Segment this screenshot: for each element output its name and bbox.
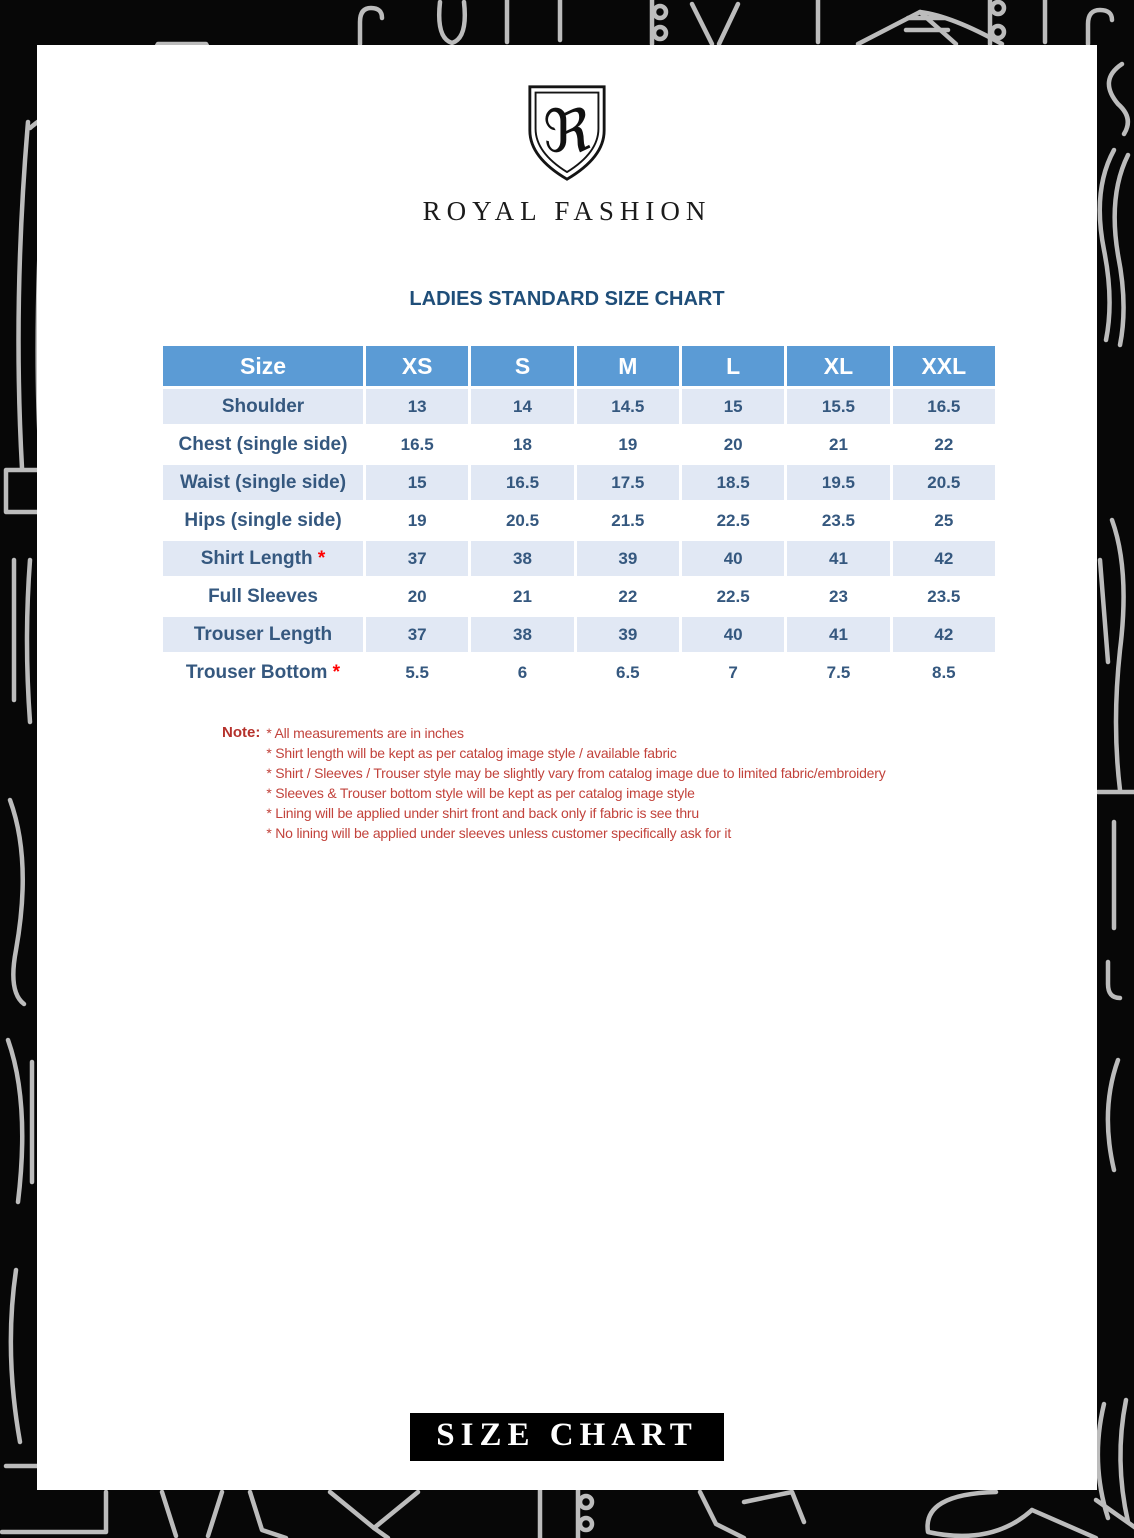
row-label: Trouser Length — [163, 617, 363, 652]
size-value-cell: 14.5 — [577, 389, 679, 424]
size-value-cell: 19 — [407, 510, 427, 530]
page-title: LADIES STANDARD SIZE CHART — [409, 288, 725, 310]
size-value-cell: 17.5 — [577, 465, 679, 500]
size-value-cell: 40 — [682, 617, 784, 652]
red-asterisk: * — [312, 547, 326, 569]
size-value-cell: 5.5 — [405, 662, 429, 682]
row-label: Full Sleeves — [208, 585, 318, 607]
size-value-cell: 8.5 — [932, 662, 956, 682]
size-table-wrap — [160, 343, 998, 693]
size-value-cell: 22 — [618, 586, 638, 606]
size-value-cell: 16.5 — [400, 434, 434, 454]
column-header-s: S — [471, 346, 573, 386]
size-chart-page — [37, 45, 1097, 1490]
size-value-cell: 38 — [471, 541, 573, 576]
table-row — [163, 389, 995, 424]
size-value-cell: 37 — [366, 617, 468, 652]
size-value-cell: 16.5 — [471, 465, 573, 500]
notes-block — [222, 723, 1012, 843]
column-header-xs: XS — [366, 346, 468, 386]
size-value-cell: 21 — [829, 434, 848, 454]
row-label: Shoulder — [163, 389, 363, 424]
footer-banner-text: SIZE CHART — [410, 1413, 723, 1461]
column-header-size: Size — [163, 346, 363, 386]
size-value-cell: 18.5 — [682, 465, 784, 500]
row-label: Chest (single side) — [178, 433, 348, 455]
table-row — [163, 465, 995, 500]
size-value-cell: 22.5 — [716, 586, 750, 606]
column-header-xxl: XXL — [893, 346, 995, 386]
size-value-cell: 16.5 — [893, 389, 995, 424]
size-value-cell: 22 — [934, 434, 954, 454]
size-value-cell: 37 — [366, 541, 468, 576]
size-value-cell: 20 — [407, 586, 427, 606]
note-item: * Sleeves & Trouser bottom style will be kept as per catalog image style — [266, 785, 695, 801]
logo-monogram: ℜ — [542, 96, 592, 166]
size-value-cell: 41 — [787, 541, 889, 576]
row-label: Waist (single side) — [163, 465, 363, 500]
size-value-cell: 15.5 — [787, 389, 889, 424]
footer-banner — [37, 1413, 1097, 1461]
note-item: * No lining will be applied under sleeves unless customer specifically ask for it — [266, 825, 732, 841]
red-asterisk: * — [327, 661, 341, 683]
note-item: * Shirt / Sleeves / Trouser style may be slightly vary from catalog image due to limited fabric/embroidery — [266, 765, 886, 781]
note-item: * All measurements are in inches — [266, 725, 464, 741]
row-label: Hips (single side) — [184, 509, 342, 531]
table-header-row — [163, 346, 995, 386]
size-value-cell: 6.5 — [616, 662, 640, 682]
size-value-cell: 23.5 — [927, 586, 961, 606]
size-value-cell: 21.5 — [611, 510, 645, 530]
size-value-cell: 18 — [513, 434, 532, 454]
size-value-cell: 23 — [829, 586, 848, 606]
size-value-cell: 21 — [513, 586, 532, 606]
size-value-cell: 19.5 — [787, 465, 889, 500]
brand-logo — [37, 83, 1097, 227]
row-label: Trouser Bottom * — [185, 661, 341, 683]
size-value-cell: 38 — [471, 617, 573, 652]
size-value-cell: 22.5 — [716, 510, 750, 530]
size-value-cell: 20.5 — [505, 510, 540, 530]
note-item: * Shirt length will be kept as per catalog image style / available fabric — [266, 745, 677, 761]
size-value-cell: 23.5 — [821, 510, 856, 530]
size-value-cell: 7.5 — [826, 662, 851, 682]
size-value-cell: 20.5 — [893, 465, 995, 500]
size-value-cell: 7 — [728, 662, 738, 682]
size-table — [160, 343, 998, 693]
size-value-cell: 41 — [787, 617, 889, 652]
shield-crest-icon — [523, 83, 611, 183]
table-row — [163, 617, 995, 652]
column-header-m: M — [577, 346, 679, 386]
size-value-cell: 19 — [618, 434, 638, 454]
table-row — [163, 655, 995, 690]
table-row — [163, 579, 995, 614]
table-row — [163, 541, 995, 576]
size-value-cell: 14 — [471, 389, 573, 424]
column-header-l: L — [682, 346, 784, 386]
table-row — [163, 503, 995, 538]
size-value-cell: 39 — [577, 617, 679, 652]
size-value-cell: 15 — [682, 389, 784, 424]
table-row — [163, 427, 995, 462]
note-item: * Lining will be applied under shirt front and back only if fabric is see thru — [266, 805, 699, 821]
size-value-cell: 42 — [893, 617, 995, 652]
size-value-cell: 15 — [366, 465, 468, 500]
column-header-xl: XL — [787, 346, 889, 386]
brand-name: ROYAL FASHION — [422, 196, 712, 226]
size-value-cell: 39 — [577, 541, 679, 576]
size-value-cell: 6 — [517, 662, 528, 682]
size-value-cell: 40 — [682, 541, 784, 576]
size-value-cell: 13 — [366, 389, 468, 424]
note-label: Note: — [222, 724, 261, 741]
size-value-cell: 20 — [723, 434, 743, 454]
size-value-cell: 25 — [934, 510, 954, 530]
size-value-cell: 42 — [893, 541, 995, 576]
notes-list — [266, 723, 885, 843]
row-label: Shirt Length * — [163, 541, 363, 576]
